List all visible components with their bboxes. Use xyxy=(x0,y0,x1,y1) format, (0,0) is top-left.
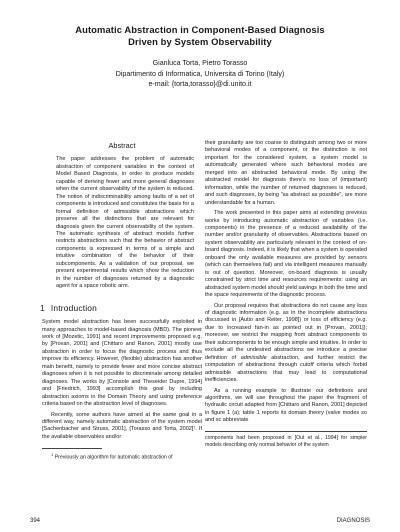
right-paragraph-1: their granularity are too coarse to distinguish among two or more behavioral modes of a component, or the distinction is not important for the considered system, a system model is automatically generated where such behavioral modes are merged into an abstracted behavioral mode. By using the abstracted model for diagnosis there's no loss of (important) information, while the number of returned diagnoses is reduced, and such diagnoses, by being "as abstract as possible", are more understandable for a human. xyxy=(205,140,367,206)
right-paragraph-2: The work presented in this paper aims at extending previous works by introducing automatic abstraction of variables (i.e. components) in the presence of a reduced availability of the number and/or granularity of observables. Abstractions based on system observability are particularly relevant in the context of on-board diagnosis. Indeed, it is likely that when a system is operated onboard the only available measures are provided by sensors (which can themselves fail) and via intelligent measures manually is out of question. Moreover, on-board diagnosis is usually constrained by strict time and resources requirements: using an abstracted system model should yield savings in both the time and the space requirements of the diagnostic process. xyxy=(205,210,367,299)
running-footer: DIAGNOSIS xyxy=(336,518,370,524)
section-heading-introduction xyxy=(40,302,202,313)
right-paragraph-4: As a running example to illustrate our definitions and algorithms, we will use throughout the paper the fragment of hydraulic circuit adapted from [Chittaro and Ranon, 2001] depicted in figure 1 (a); table 1 reports its domain theory (valve modes so and sc abbreviate xyxy=(205,387,367,424)
title-line-2: Driven by System Observability xyxy=(128,36,272,47)
page-number: 394 xyxy=(30,518,41,524)
footnote-separator xyxy=(205,431,367,432)
footnote-mark: 1 xyxy=(51,452,54,458)
author-email: e-mail: {torta,torasso}@di.unito.it xyxy=(148,80,252,88)
footnote-continuation: components had been proposed in [Out et al., 1994] for simpler models describing only normal behavior of the system xyxy=(205,434,367,448)
footnote-rule xyxy=(42,448,102,449)
footnote-text: Previously an algorithm for automatic abstraction of xyxy=(54,455,173,462)
footnote xyxy=(42,452,202,462)
paper-title xyxy=(0,24,400,48)
right-paragraph-3: Our proposal requires that abstractions do not cause any loss of diagnostic information (e.g. as in the incomplete abstractions discussed in [Autio and Reiter, 1998]) or loss of efficiency (e.g. due to increased fan-in as pointed out in [Provan, 2001]); moreover, we restrict the mapping from abstract components to their subcomponents to be enough simple and intuitive. In order to exclude all the undesired abstractions we introduce a precise definition of admissible abstraction, and further restrict the computation of abstractions through cutoff criteria which forbid admissible abstractions that may lead to computational inefficiencies. xyxy=(205,302,367,384)
right-column xyxy=(205,140,367,448)
intro-paragraph-2: Recently, some authors have aimed at the same goal in a different way, namely automatic abstraction of the system model [Sachenbacher and Struss, 2001], [Torasso and Torta, 2002]¹. If the available observables and/or xyxy=(42,411,202,440)
author-names: Gianluca Torta, Pietro Torasso xyxy=(152,59,248,67)
author-block xyxy=(0,58,400,90)
abstract xyxy=(42,156,202,290)
abstract-body: The paper addresses the problem of automatic abstraction of component variables in the context of Model Based Diagnosis, in order to produce models capable of deriving fewer and more general diagnoses when the current observability of the system is reduced. The notion of indiscriminability among faults of a set of components is introduced and constitutes the basis for a formal definition of admissible abstractions which preserve all the distinctions that are relevant for diagnosis given the current observability of the system. The automatic synthesis of abstract models further restricts abstractions such that the behavior of abstract components is expressed in terms of a simple and intuitive combination of the behavior of their subcomponents. As a validation of our proposal, we present experimental results which show the reduction in the number of diagnoses returned by a diagnostic agent for a space robotic arm. xyxy=(56,156,194,290)
intro-paragraph-1: System model abstraction has been successfully exploited in many approaches to model-based diagnosis (MBD). The pioneer work of [Mozetic, 1991] and recent improvements proposed e.g. by [Provan, 2001] and [Chittaro and Ranon, 2001] mostly use abstraction in order to focus the diagnostic process and thus improve its efficiency. However, (flexible) abstraction has another main benefit, namely to provide fewer and more concise abstract diagnoses when it is not possible to discriminate among detailed diagnoses. The works by [Console and Theseider Dupre, 1994] and [Friedrich, 1993] accomplish this goal by including abstraction axioms in the Domain Theory and using preference criteria based on the abstraction level of diagnoses. xyxy=(42,319,202,408)
abstract-heading: Abstract xyxy=(108,141,136,150)
title-line-1: Automatic Abstraction in Component-Based Diagnosis xyxy=(75,24,325,35)
left-column xyxy=(42,142,202,462)
section-number: 1 xyxy=(40,302,45,313)
section-title: Introduction xyxy=(50,302,98,313)
affiliation: Dipartimento di Informatica, Universita di Torino (Italy) xyxy=(115,69,285,78)
